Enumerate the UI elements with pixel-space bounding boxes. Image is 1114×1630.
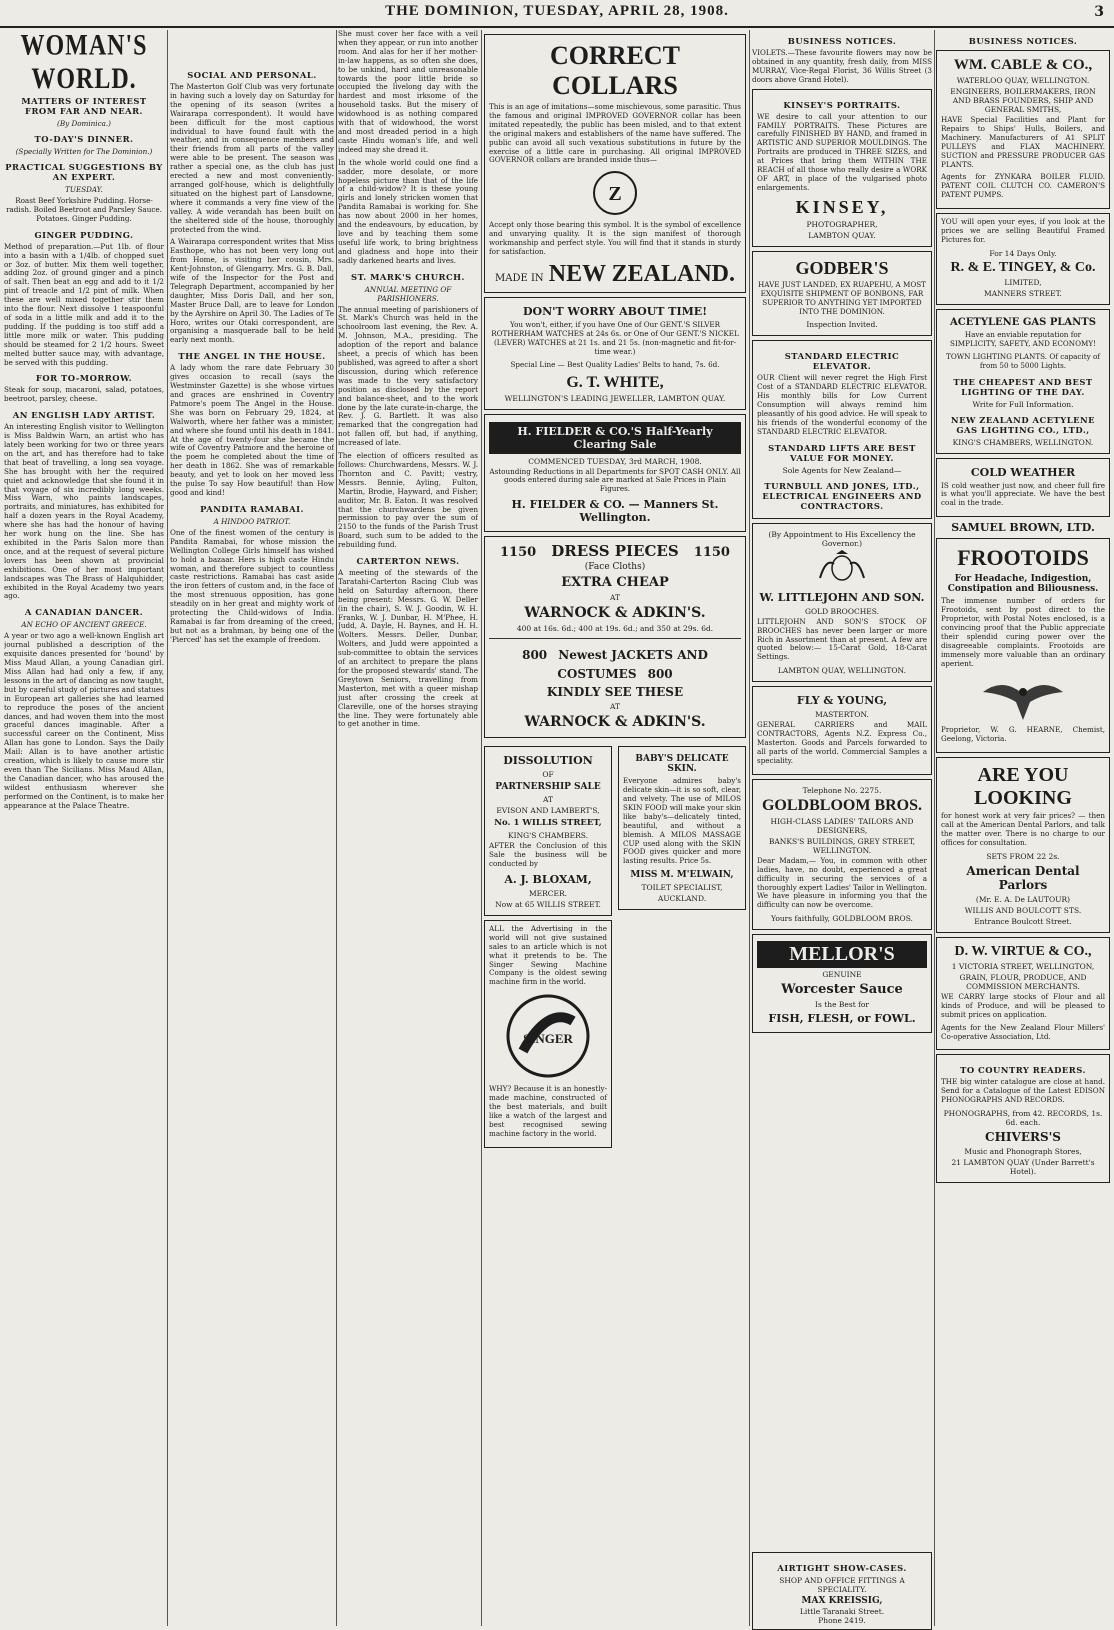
ad-prices: 400 at 16s. 6d.; 400 at 19s. 6d.; and 350 at 29s. 6d. (516, 624, 714, 634)
stmark-text: The annual meeting of parishioners of St. Mark's Church was held in the schoolroom last evening, the Rev. A. M. Johnson, M.A., presiding. The adoption of the report and balance sheet, a precis of which has been published, was agreed to after a short discussion, during which reference was made to the very satisfactory position as disclosed by the report and balance-sheet, and to the work done by the late curate-in-charge, the Rev. J. G. Bartlett. It was also remarked that the congregation had not fallen off, but had, if anything, increased of late. (338, 304, 478, 448)
ad-elevator (752, 340, 932, 518)
column-church (338, 30, 478, 1626)
ad-name: MELLOR'S (757, 941, 927, 968)
ad-name: MISS M. M'ELWAIN, (630, 870, 734, 881)
menu-text: Roast Beef Yorkshire Pudding. Horse-radish. Boiled Beetroot and Parsley Sauce. Potatoes. Ginger Pudding. (6, 196, 162, 223)
ad-headline: CORRECT COLLARS (549, 41, 680, 100)
ad-address: 1 VICTORIA STREET, WELLINGTON, (951, 961, 1095, 971)
z-logo-icon (489, 169, 741, 221)
social-text: The Masterton Golf Club was very fortunate in having such a lovely day on Saturday for the opening of its season (writes a Wairarapa correspondent). It would have been difficult for the most captious individual to have found fault with the weather, and in consequence members and their friends from all parts of the valley were able to be present. The season was rather a special one, as the club has just erected a new and most conveniently-arranged golf-house, which is delightfully situated on the highest part of Lansdowne, where it commands a very fine view of the valley. A wide verandah has been built on the sheltered side of the house, thoroughly protected from the wind. (170, 82, 334, 234)
article-credit: (Specially Written for The Dominion.) (15, 147, 153, 156)
ad-records: PHONOGRAPHS, from 42. RECORDS, 1s. 6d. each. (943, 1109, 1103, 1128)
ad-headline: AIRTIGHT SHOW-CASES. (777, 1563, 907, 1573)
ad-text: Dear Madam,— You, in common with other ladies, have, no doubt, experienced a great difficulty in securing the services of a thoroughly expert Ladies' Tailor in Wellington. We have pleasure in informing you that the difficulty can now be overcome. (757, 855, 927, 910)
ad-name: W. LITTLEJOHN AND SON. (759, 590, 925, 604)
article-title: THE ANGEL IN THE HOUSE. (178, 351, 326, 362)
ad-cable (936, 50, 1110, 209)
ad-name: H. FIELDER & CO. — Manners St. Wellington. (511, 498, 719, 525)
ad-product: Worcester Sauce (781, 982, 903, 998)
ad-subhead: GOLD BROOCHES. (805, 606, 879, 616)
ad-lifts: STANDARD LIFTS ARE BEST VALUE FOR MONEY. (768, 442, 916, 463)
byline: (By Dominica.) (57, 119, 111, 128)
ad-address: LAMBTON QUAY, WELLINGTON. (777, 666, 907, 676)
ad-text: Have an enviable reputation for SIMPLICITY, SAFETY, AND ECONOMY! (950, 329, 1096, 348)
ad-agents: Agents for the New Zealand Flour Millers' Co-operative Association, Ltd. (941, 1022, 1105, 1041)
ad-shop: WARNOCK & ADKIN'S. (524, 605, 706, 622)
ad-headline: COLD WEATHER (970, 465, 1076, 479)
ad-chivers (936, 1054, 1110, 1183)
ad-name: KINSEY, (795, 196, 889, 217)
svg-text:SINGER: SINGER (523, 1031, 573, 1047)
royal-crest-icon (757, 550, 927, 588)
ad-acetylene (936, 309, 1110, 454)
ad-kinsey (752, 89, 932, 247)
article-title: ST. MARK'S CHURCH. (351, 271, 465, 282)
ad-write: Write for Full Information. (972, 399, 1074, 409)
ad-name: WM. CABLE & CO., (953, 57, 1093, 73)
ad-firm: EVISON AND LAMBERT'S, (496, 806, 600, 816)
column-social (170, 30, 334, 1626)
ad-city: AUCKLAND. (657, 894, 707, 904)
ad-address: MANNERS STREET. (984, 288, 1062, 298)
ad-text: OUR Client will never regret the High First Cost of a STANDARD ELECTRIC ELEVATOR. His monthly bills for Low Current Consumption will always remind him pleasantly of his good advice. He will speak to his friends of the wonderful economy of the STANDARD ELECTRIC ELEVATOR. (757, 373, 927, 436)
ad-offer: KINDLY SEE THESE (546, 685, 684, 700)
ad-items: FISH, FLESH, or FOWL. (768, 1012, 916, 1026)
ad-best: Is the Best for (815, 1000, 869, 1010)
ad-name: MAX KREISSIG, (801, 1596, 883, 1606)
carterton-text: A meeting of the stewards of the Taratahi-Carterton Racing Club was held on Saturday afternoon, there being present: Messrs. G. W. Deller (in the chair), S. W. J. Goodin, W. H. Franks, W. J. Dunbar, H. M'Phee, H. Judd, A. Dayle, H. Baynes, and H. H. Wolters. Messrs. Deller, Dunbar, Wolters, and Judd were appointed a sub-committee to obtain the services of an architect to prepare the plans for the proposed stewards' stand. The Greytown Seniors, travelling from Masterton, met with a queer mishap just after crossing the creek at Clareville, one of the horses straying the line. They were fortunately able to get another in time. (338, 568, 478, 729)
ad-address: 21 LAMBTON QUAY (Under Barrett's Hotel). (951, 1158, 1095, 1177)
column-rule (167, 30, 168, 1626)
ad-text: This is an age of imitations—some mischievous, some parasitic. Thus the famous and original IMPROVED GOVERNOR collar has been imitated repeatedly, the public has been misled, and to that extent the original makers and establishers of the name have suffered. The public can avoid all such vexatious substitutions in future by the exercise of a little care in purchasing. All original IMPROVED GOVERNOR collars are branded inside thus— (489, 102, 741, 165)
article-title: GINGER PUDDING. (34, 229, 134, 240)
ad-text: LITTLEJOHN AND SON'S STOCK OF BROOCHES has never been larger or more Rich in Assortment than at present. A few are quoted below:— 15-Carat Gold, 18-Carat Settings. (757, 616, 927, 662)
article-title: SOCIAL AND PERSONAL. (187, 70, 317, 80)
ad-at: AT (542, 795, 553, 805)
ad-city: MASTERTON. (815, 710, 869, 720)
ad-appointment: (By Appointment to His Excellency the Governor.) (768, 529, 916, 548)
ad-headline: BABY'S DELICATE SKIN. (635, 754, 729, 775)
ad-goldbloom (752, 779, 932, 930)
artist-text: An interesting English visitor to Wellington is Miss Baldwin Warn, an artist who has lately been working for two or three years on the art, and has therefore had to take that beat of travelling, a long sea voyage. She has brought with her the required quiet and acknowledge that she found it in that voyage of six incredibly long weeks. Miss Warn, who paints landscapes, portraits, and miniatures, has exhibited for half a dozen years in the Royal Academy, where she has had the honour of having her work hung on the line. She has exhibited in the Paris Salon more than once, and at the request of several picture lovers has been shown at provincial exhibitions. One of her most important landscapes was The Brass of Halquhidder, exhibited in the Royal Academy two years ago. (4, 422, 164, 601)
recipe-text: Method of preparation.—Put 1lb. of flour into a basin with a 1/4lb. of chopped suet or 3oz. of butter. Mix them well together, adding 2oz. of ground ginger and a pinch of salt. Then beat an egg and add to it 1/2 pint of treacle and 1/2 pint of milk. When these are well mixed together stir them into the flour. Next dissolve 1 teaspoonful of soda in a little milk and add it to the pudding. If the pudding is too stiff add a little more milk or water. This pudding should be steamed for 2 1/2 hours. Sweet melted butter sauce may, with advantage, be served with this pudding. (4, 241, 164, 367)
ad-baby-skin (618, 746, 746, 910)
ad-text: You won't, either, if you have One of Our GENT.'S SILVER ROTHERHAM WATCHES at 24s 6s. or One of Our GENT.'S NICKEL (LEVER) WATCHES at 21 1s. and 21 5s. (non-magnetic and fit-for-time wear.) (491, 319, 739, 356)
article-subtitle: AN ECHO OF ANCIENT GREECE. (21, 620, 147, 630)
ad-text: ALL the Advertising in the world will not give sustained sales to an article which is not what it pretends to be. The Singer Sewing Machine Company is the oldest sewing machine firm in the world. (489, 923, 607, 987)
ad-name: G. T. WHITE, (566, 373, 664, 391)
ad-telephone: Telephone No. 2275. (802, 785, 882, 795)
ad-phone: Phone 2419. (818, 1616, 866, 1625)
ad-agents: Sole Agents for New Zealand— (782, 465, 902, 475)
ad-number: 800 (522, 648, 548, 663)
ad-headline: Newest JACKETS AND COSTUMES (557, 648, 708, 682)
ad-name: R. & E. TINGEY, & Co. (950, 259, 1096, 275)
section-heading: BUSINESS NOTICES. (787, 36, 897, 46)
ad-text: for honest work at very fair prices? — then call at the American Dental Parlors, and talk the matter over. There is no charge to our offices for consultation. (941, 811, 1105, 847)
ad-trade: GRAIN, FLOUR, PRODUCE, AND COMMISSION MERCHANTS. (959, 972, 1087, 991)
column-rule (934, 30, 935, 1626)
dancer-text: A year or two ago a well-known English art journal published a description of the exquisite dances presented for 'bound' by Miss Maud Allan, a young Canadian girl. Miss Allan had had only a few, if any, lessons in the art of dancing as now taught, but by careful study of pictures and statues in European art galleries she had learned to reproduce the poses of the ancient dances, and had woven them into the most graceful dances imaginable. After a successful career on the Continent, Miss Allan has gone to London. Says the Daily Mail: Allan is to have another artistic creation, which is likely to cause more stir even than The Sicilians. Miss Maud Allan, the Canadian dancer, who has aroused the wildest enthusiasm wherever she performed on the Continent, is to make her appearance at the Palace Theatre. (4, 631, 164, 810)
ad-at: AT (609, 702, 620, 712)
ad-town: TOWN LIGHTING PLANTS. Of capacity of from 50 to 5000 Lights. (946, 351, 1100, 370)
ad-gt-white (484, 297, 746, 410)
ad-fielder (484, 414, 746, 533)
pandita-continued: She must cover her face with a veil when they appear, or run into another room. And alas for her if her mother-in-law happens, as so often she does, to be unkind, hard and unreasonable towards the poor little bride so occupied the livelong day with the hardest and most irksome of the household tasks. But the misery of widowhood is as nothing compared with that of widowhood, the worst and most dreaded period in a high caste Hindu woman's life, and well indeed may she dread it. (338, 30, 478, 154)
ad-address: BANKS'S BUILDINGS, GREY STREET, WELLINGTON. (768, 836, 916, 855)
svg-text:Z: Z (608, 183, 622, 206)
ad-sets: SETS FROM 22 2s. (986, 851, 1060, 861)
ad-number: 800 (647, 667, 673, 682)
singer-logo-icon (489, 991, 607, 1085)
ad-firm: TURNBULL AND JONES, LTD., ELECTRICAL ENGINEERS AND CONTRACTORS. (762, 480, 922, 511)
ad-signature: Yours faithfully, GOLDBLOOM BROS. (771, 914, 913, 924)
section-subheading: MATTERS OF INTEREST FROM FAR AND NEAR. (21, 96, 147, 116)
ad-cheap: THE CHEAPEST AND BEST LIGHTING OF THE DAY. (953, 376, 1093, 397)
ad-number: 1150 (693, 545, 730, 561)
ad-name: GOLDBLOOM BROS. (761, 796, 923, 814)
ad-violets: VIOLETS.—These favourite flowers may now be obtained in any quantity, fresh daily, from MISS MURRAY, Vice-Regal Florist, 36 Willis Street (3 doors above Grand Hotel). (752, 48, 932, 84)
ad-samuel-brown: SAMUEL BROWN, LTD. (951, 521, 1095, 535)
column-rule (749, 30, 750, 1626)
ad-text: AFTER the Conclusion of this Sale the business will be conducted by (489, 841, 607, 869)
angel-text: A lady whom the rare date February 30 gives occasion to recall (says the Westminster Gazette) is she whose virtues and graces are enshrined in Coventry Patmore's poem The Angel in the House. She was born on February 29, 1824, at Walworth, where her father was a minister, and where she found until his death in 1841. At the age of twenty-four she became the wife of Coventry Patmore and the heroine of the poem he completed about the time of her death in 1862. She was of remarkable beauty, and yet to look on her moved less the pulse To say How beautiful! than How good and kind! (170, 363, 334, 497)
ad-trade: HIGH-CLASS LADIES' TAILORS AND DESIGNERS, (770, 816, 914, 835)
ad-text: SHOP AND OFFICE FITTINGS A SPECIALITY. (779, 1576, 905, 1594)
article-title: AN ENGLISH LADY ARTIST. (12, 410, 156, 421)
ad-address: WELLINGTON'S LEADING JEWELLER, LAMBTON QUAY. (504, 393, 726, 403)
column-advertisements (484, 30, 746, 1626)
article-subtitle: PRACTICAL SUGGESTIONS BY AN EXPERT. (5, 162, 163, 182)
ad-shop: WARNOCK & ADKIN'S. (524, 714, 706, 731)
ad-entrance: Entrance Boulcott Street. (974, 916, 1072, 926)
ad-headline: DON'T WORRY ABOUT TIME! (522, 304, 708, 318)
ad-text: Special Line — Best Quality Ladies' Belts to hand, 7s. 6d. (510, 359, 720, 369)
ad-text: Accept only those bearing this symbol. It is the symbol of excellence and unvarying quality. It is the sign manifest of thorough workmanship and perfect style. You will find that it stands in sturdy for satisfaction. (489, 220, 741, 257)
article-subtitle: ANNUAL MEETING OF PARISHIONERS. (364, 284, 452, 303)
column-business-notices (752, 30, 932, 1626)
ad-subhead: (Face Cloths) (584, 562, 646, 573)
ad-correct-collars (484, 34, 746, 293)
ad-text: GENERAL CARRIERS and MAIL CONTRACTORS, Agents N.Z. Express Co., Masterton. Goods and Parcels forwarded to all parts of the world. Commercial Samples a speciality. (757, 720, 927, 765)
ad-tingey (936, 213, 1110, 305)
article-title: CARTERTON NEWS. (356, 556, 460, 567)
ad-trade: PHOTOGRAPHER, (806, 219, 878, 229)
ad-chambers: KING'S CHAMBERS. (508, 831, 588, 841)
ad-invite: Inspection Invited. (806, 320, 878, 330)
ad-text: The immense number of orders for Frootoids, sent by post direct to the Proprietor, with Postal Notes enclosed, is a convincing proof that the Public appreciate their splendid curing power over the disagreeable complaints. Frootoids are immensely more valuable than an ordinary aperient. (941, 596, 1105, 668)
ad-agents: Agents for ZYNKARA BOILER FLUID. PATENT COIL CLUTCH CO. CAMERON'S PATENT PUMPS. (941, 172, 1105, 200)
ad-address: Little Taranaki Street. (799, 1607, 885, 1616)
ad-genuine: GENUINE (822, 970, 862, 980)
ad-address: LAMBTON QUAY. (808, 230, 876, 240)
ad-airtight (752, 1548, 932, 1630)
ad-text: WHY? Because it is an honestly-made machine, constructed of the best materials, and built like a watch of the largest and best recognised sewing machine factory in the world. (489, 1084, 607, 1138)
ad-text: HAVE Special Facilities and Plant for Repairs to Ships' Hulls, Boilers, and Machinery. Manufacturers of A1 SPLIT PULLEYS and FLAX MACHINERY. SUCTION and PRESSURE PRODUCER GAS PLANTS. (941, 115, 1105, 169)
ad-of: OF (542, 770, 554, 780)
ad-name: American Dental Parlors (966, 863, 1080, 892)
ad-dissolution (484, 746, 612, 916)
ad-headline: STANDARD ELECTRIC ELEVATOR. (784, 351, 900, 372)
ad-fly-young (752, 686, 932, 775)
stmark-text-2: The election of officers resulted as follows: Churchwardens, Messrs. W. J. Thornton and C. Pavitt; vestry, Messrs. Bennie, Ayling, Fulton, Martin, Brodie, Hayward, and Fisher; auditor, Mr. B. Eaton. It was resolved that the churchwardens be given permission to pay over the sum of 2150 to the funds of the Parish Trust Board, such sum to be added to the rebuilding fund. (338, 451, 478, 550)
eagle-icon (941, 672, 1105, 726)
pandita-text: One of the finest women of the century is Pandita Ramabai, for whose mission the Wellington College Girls himself has wished to hold a bazaar. Hers is high caste Hindu woman, and therefore subject to countless caste restrictions. Ramabai has cast aside the iron fetters of custom and, in the face of the most strenuous opposition, has gone steadily on in her great and mighty work of protecting the Child-widows of India. Ramabai is far from dreaming of the creed, but not as a brahman, by being one of the 'Pierced' has set the example of freedom. (170, 527, 334, 644)
ad-virtue (936, 937, 1110, 1051)
ad-text: IS cold weather just now, and cheer full fire is what you'll appreciate. We have the best coal in the trade. (941, 480, 1105, 508)
ad-cold-weather (936, 458, 1110, 518)
ad-sale: PARTNERSHIP SALE (495, 782, 601, 793)
ad-singer (484, 920, 612, 1148)
article-title: PANDITA RAMABAI. (200, 503, 304, 514)
ad-trade: MERCER. (528, 888, 568, 898)
menu-day: TUESDAY. (65, 185, 103, 194)
ad-littlejohn (752, 523, 932, 683)
ad-headline: KINSEY'S PORTRAITS. (783, 99, 901, 110)
ad-dentist: (Mr. E. A. De LAUTOUR) (975, 894, 1071, 904)
ad-name: FROOTOIDS (957, 545, 1089, 571)
ad-dental (936, 757, 1110, 933)
ad-address: WATERLOO QUAY, WELLINGTON. (956, 76, 1090, 85)
ad-name: CHIVERS'S (985, 1130, 1061, 1145)
ad-dress-pieces (484, 536, 746, 738)
ad-headline: ACETYLENE GAS PLANTS (950, 316, 1096, 328)
ad-made-in: MADE IN (494, 272, 544, 284)
ad-trade: ENGINEERS, BOILERMAKERS, IRON AND BRASS FOUNDERS, SHIP AND GENERAL SMITHS, (950, 87, 1096, 114)
social-text-2: A Wairarapa correspondent writes that Miss Easthope, who has not been very long out from Home, is visiting her cousin, Mrs. Kent-Johnston, of Glengarry. Mrs. G. B. Dall, wife of the Inspector for the Post and Telegraph Department, accompanied by her daughter, Miss Doris Dall, and her son, Master Bruce Dall, are to leave for London by the Ayrshire on April 30. The Ladies of Te Horo, writes our Otaki correspondent, are organising a masquerade ball to be held early next month. (170, 237, 334, 345)
ad-offer: EXTRA CHEAP (561, 575, 669, 591)
ad-text: THE big winter catalogue are close at hand. Send for a Catalogue of the Latest EDISON PHONOGRAPHS AND RECORDS. (941, 1077, 1105, 1105)
ad-address: Now at 65 WILLIS STREET. (495, 899, 601, 909)
column-rule (481, 30, 482, 1626)
section-heading: BUSINESS NOTICES. (968, 36, 1078, 46)
column-business-notices-2 (936, 30, 1110, 1626)
masthead-title: THE DOMINION, TUESDAY, APRIL 28, 1908. (385, 3, 729, 19)
ad-mellor (752, 934, 932, 1033)
section-heading: WOMAN'S WORLD. (20, 30, 148, 96)
ad-company: NEW ZEALAND ACETYLENE GAS LIGHTING CO., LTD., (950, 414, 1096, 435)
ad-name: A. J. BLOXAM, (504, 872, 592, 886)
ad-text: Everyone admires baby's delicate skin—it is so soft, clear, and velvety. The use of MILOS SKIN FOOD will make your skin like baby's—delicately tinted, beautiful, and without a blemish. A MILOS MASSAGE CUP used along with the SKIN FOOD gives quicker and more lasting results. Price 5s. (623, 776, 741, 866)
ad-headline: TO COUNTRY READERS. (960, 1065, 1086, 1076)
column-rule (336, 30, 337, 1626)
ad-name: FLY & YOUNG, (796, 694, 888, 708)
masthead (0, 0, 1114, 28)
ad-limited: LIMITED, (1004, 277, 1042, 287)
ad-text: WE desire to call your attention to our FAMILY PORTRAITS. These Pictures are carefully FINISHED BY HAND, and framed in ARTISTIC AND SUPERIOR MOULDINGS. The Portraits are produced in THREE SIZES, and at Prices that bring them WITHIN THE REACH of all those who really desire a WORK OF ART, in place of the vulgarised photo enlargements. (757, 111, 927, 192)
ad-text: Astounding Reductions in all Departments for SPOT CASH ONLY. All goods entered during sale are marked at Sale Prices in Plain Figures. (489, 466, 741, 494)
ad-text: HAVE JUST LANDED, EX RUAPEHU, A MOST EXQUISITE SHIPMENT OF BONBONS, FAR SUPERIOR TO ANYTHING YET IMPORTED INTO THE DOMINION. (758, 279, 926, 316)
ad-name: GODBER'S (795, 257, 889, 278)
column-womans-world (4, 30, 164, 1626)
ad-headline: H. FIELDER & CO.'S Half-Yearly Clearing Sale (489, 422, 741, 454)
ad-agent: Proprietor, W. G. HEARNE, Chemist, Geelong, Victoria. (941, 725, 1105, 744)
ad-text: WE CARRY large stocks of Flour and all kinds of Produce, and will be pleased to submit prices on application. (941, 991, 1105, 1019)
ad-days: For 14 Days Only. (989, 248, 1057, 258)
ad-trade: Music and Phonograph Stores, (964, 1147, 1082, 1157)
ad-name: D. W. VIRTUE & CO., (954, 943, 1092, 959)
article-title: A CANADIAN DANCER. (24, 607, 144, 618)
ad-address: No. 1 WILLIS STREET, (494, 818, 602, 829)
pandita-continued-2: In the whole world could one find a sadder, more desolate, or more hopeless picture than that of the life of a child-widow? It is these young girls and lonely stricken women that Pandita Ramabai is working for. She has now about 2000 in her homes, and the endeavours, by education, by love and by teaching them some useful life work, to bring brightness and gladness and hope into their sadly darkened hearts and lives. (338, 157, 478, 265)
ad-text: YOU will open your eyes, if you look at the prices we are selling Beautiful Framed Pictures for. (941, 217, 1105, 244)
ad-headline: ARE YOU LOOKING (974, 764, 1072, 810)
ad-headline: DISSOLUTION (503, 754, 593, 768)
ad-at: AT (609, 593, 620, 603)
ad-headline: DRESS PIECES (551, 542, 679, 561)
ad-address: KING'S CHAMBERS, WELLINGTON. (952, 437, 1094, 447)
page-number: 3 (1094, 4, 1104, 20)
ad-number: 1150 (500, 545, 537, 561)
ad-for: For Headache, Indigestion, Constipation and Biliousness. (947, 574, 1099, 595)
ad-godber (752, 251, 932, 337)
article-subtitle: A HINDOO PATRIOT. (213, 516, 291, 526)
article-title: TO-DAY'S DINNER. (34, 134, 134, 144)
ad-address: WILLIS AND BOULCOTT STS. (964, 905, 1082, 915)
ad-trade: TOILET SPECIALIST, (641, 883, 723, 893)
tomorrow-text: Steak for soup, macaroni, salad, potatoes, beetroot, parsley, cheese. (4, 385, 164, 404)
ad-nz: NEW ZEALAND. (548, 260, 736, 287)
ad-date: COMMENCED TUESDAY, 3rd MARCH, 1908. (528, 456, 702, 466)
ad-frootoids (936, 538, 1110, 753)
article-title: FOR TO-MORROW. (35, 373, 133, 384)
